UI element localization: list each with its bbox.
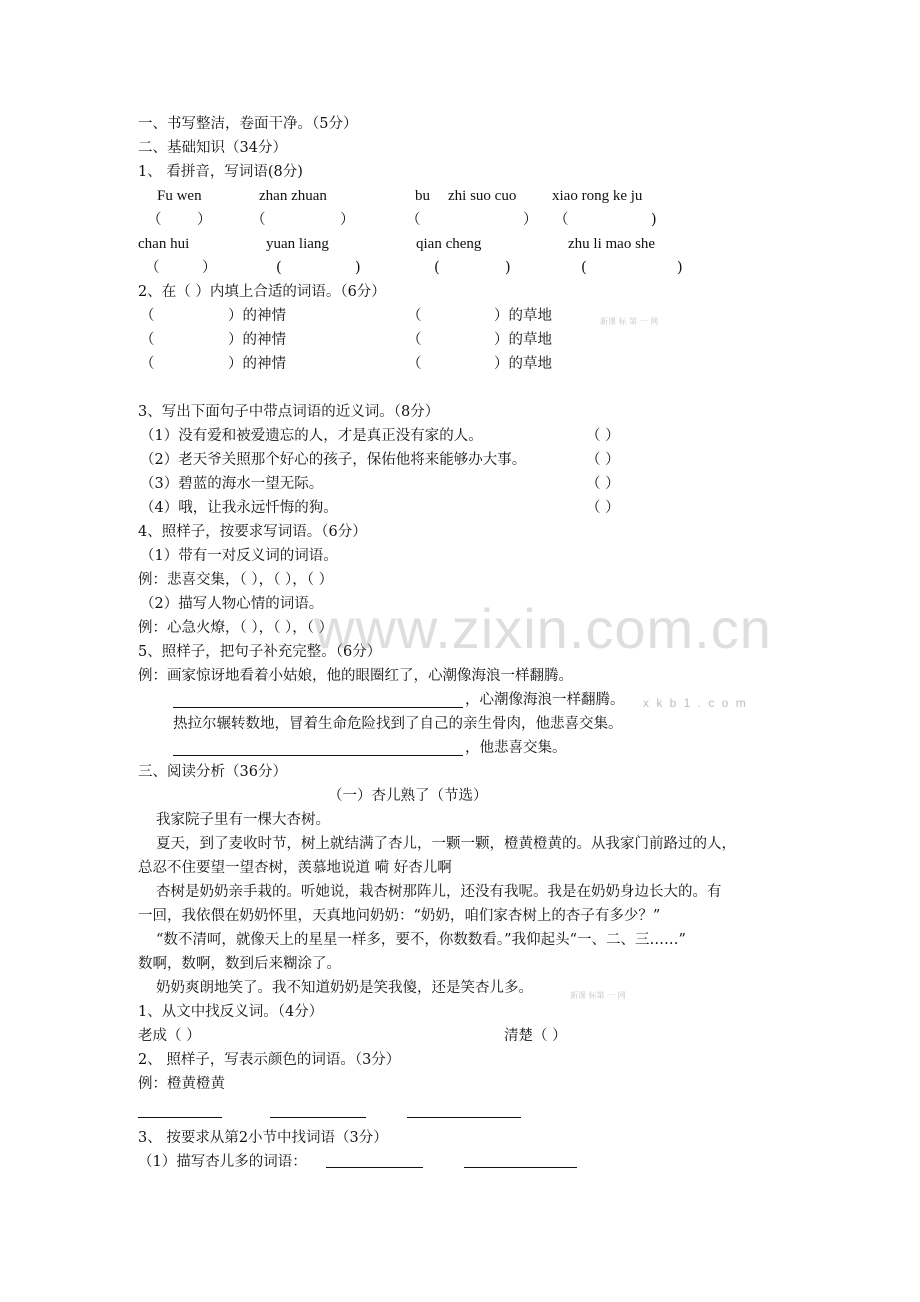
reading-q1-title: 1、从文中找反义词。（4分） — [138, 1004, 324, 1020]
q5-answer-line-1[interactable] — [173, 707, 463, 708]
pinyin-zhanzhuan: zhan zhuan — [259, 188, 327, 204]
q4-sub-1: （1）带有一对反义词的词语。 — [140, 548, 338, 564]
q4-title: 4、照样子，按要求写词语。（6分） — [138, 524, 367, 540]
passage-paragraph-3: 杏树是奶奶亲手栽的。听她说，栽杏树那阵儿，还没有我呢。我是在奶奶身边长大的。有 — [156, 884, 722, 900]
answer-paren-open: （ — [147, 212, 162, 228]
q3-item-1: （1）没有爱和被爱遗忘的人，才是真正没有家的人。 — [140, 428, 483, 444]
passage-paragraph-3-cont: 一回，我依偎在奶奶怀里，天真地问奶奶：“奶奶，咱们家杏树上的杏子有多少？” — [138, 908, 661, 924]
q2-left-open: （ — [140, 308, 155, 324]
q2-right-suffix: ）的草地 — [494, 308, 552, 324]
q3-answer-1: （ ） — [586, 428, 620, 444]
reading-q2-example: 例：橙黄橙黄 — [138, 1076, 225, 1092]
q4-sub-2: （2）描写人物心情的词语。 — [140, 596, 324, 612]
pinyin-xiaorongkeju: xiao rong ke ju — [552, 188, 643, 204]
q2-right-open: （ — [407, 308, 422, 324]
watermark-tiny-1: 新课 标 第 一 网 — [600, 317, 659, 326]
answer-paren-close: ） — [340, 212, 355, 228]
reading-q2-answer-3[interactable] — [407, 1117, 521, 1118]
q2-left-suffix: ）的神情 — [228, 308, 286, 324]
passage-paragraph-2: 夏天，到了麦收时节，树上就结满了杏儿，一颗一颗，橙黄橙黄的。从我家门前路过的人， — [156, 836, 736, 852]
answer-paren-close: ） — [197, 212, 212, 228]
passage-paragraph-4: “数不清呵，就像天上的星星一样多，要不，你数数看。”我仰起头“一、二、三……” — [156, 932, 686, 948]
answer-paren-open-half: ( — [434, 260, 440, 276]
q2-right-suffix: ）的草地 — [494, 356, 552, 372]
q1-title: 1、 看拼音，写词语(8分) — [138, 164, 303, 180]
passage-title: （一）杏儿熟了（节选） — [328, 788, 488, 804]
q2-right-suffix: ）的草地 — [494, 332, 552, 348]
section-3-title: 三、阅读分析（36分） — [138, 764, 287, 780]
passage-paragraph-5: 奶奶爽朗地笑了。我不知道奶奶是笑我傻，还是笑杏儿多。 — [156, 980, 533, 996]
answer-paren-open: （ — [251, 212, 266, 228]
q3-item-3: （3）碧蓝的海水一望无际。 — [140, 476, 324, 492]
reading-q2-answer-2[interactable] — [270, 1117, 366, 1118]
reading-q3-answer-1[interactable] — [326, 1167, 423, 1168]
pinyin-zhulimaoshe: zhu li mao she — [568, 236, 656, 252]
q2-right-open: （ — [407, 332, 422, 348]
pinyin-zhisuocuo: zhi suo cuo — [448, 188, 517, 204]
pinyin-chanhui: chan hui — [138, 236, 190, 252]
q3-answer-2: （ ） — [586, 452, 620, 468]
q2-left-open: （ — [140, 356, 155, 372]
q3-title: 3、写出下面句子中带点词语的近义词。（8分） — [138, 404, 440, 420]
pinyin-fuwen: Fu wen — [157, 188, 202, 204]
watermark-zixin: www.zixin.com.cn — [314, 597, 772, 660]
answer-paren-open-half: ( — [581, 260, 587, 276]
answer-paren-close-half: ) — [505, 260, 511, 276]
watermark-tiny-2: 新课 标第 一 网 — [570, 991, 626, 1000]
q4-example-2: 例：心急火燎，（ ），（ ），（ ） — [138, 620, 334, 636]
answer-paren-close-half: ) — [355, 260, 361, 276]
passage-paragraph-4-cont: 数啊，数啊，数到后来糊涂了。 — [138, 956, 341, 972]
q5-line-2-tail: ，他悲喜交集。 — [465, 740, 567, 756]
reading-q3-sub-1: （1）描写杏儿多的词语： — [138, 1154, 307, 1170]
reading-q3-title: 3、 按要求从第2小节中找词语（3分） — [138, 1130, 388, 1146]
q5-answer-line-2[interactable] — [173, 755, 463, 756]
q5-line-1-tail: ，心潮像海浪一样翻腾。 — [465, 692, 625, 708]
reading-q2-answer-1[interactable] — [138, 1117, 222, 1118]
q2-left-open: （ — [140, 332, 155, 348]
pinyin-yuanliang: yuan liang — [266, 236, 329, 252]
answer-paren-open: （ — [406, 212, 421, 228]
q2-left-suffix: ）的神情 — [228, 332, 286, 348]
passage-paragraph-1: 我家院子里有一棵大杏树。 — [156, 812, 330, 828]
pinyin-bu: bu — [415, 188, 430, 204]
answer-paren-close: ） — [202, 260, 217, 276]
answer-paren-close-half: ) — [677, 260, 683, 276]
reading-q1-left: 老成（ ） — [138, 1028, 201, 1044]
q2-title: 2、在（ ）内填上合适的词语。（6分） — [138, 284, 386, 300]
reading-q3-answer-2[interactable] — [464, 1167, 577, 1168]
answer-paren-close-half: ) — [651, 212, 657, 228]
watermark-xkb1: x k b 1 . c o m — [643, 696, 748, 710]
q4-example-1: 例：悲喜交集，（ ），（ ），（ ） — [138, 572, 334, 588]
answer-paren-open: （ — [145, 260, 160, 276]
q3-answer-4: （ ） — [586, 500, 620, 516]
section-1-title: 一、书写整洁，卷面干净。（5分） — [138, 116, 358, 132]
section-2-title: 二、基础知识（34分） — [138, 140, 287, 156]
answer-paren-close: ） — [523, 212, 538, 228]
pinyin-qiancheng: qian cheng — [416, 236, 482, 252]
reading-q2-title: 2、 照样子，写表示颜色的词语。（3分） — [138, 1052, 401, 1068]
answer-paren-open: （ — [554, 212, 569, 228]
q2-left-suffix: ）的神情 — [228, 356, 286, 372]
answer-paren-open-half: ( — [276, 260, 282, 276]
q5-sentence-2: 热拉尔辗转数地，冒着生命危险找到了自己的亲生骨肉，他悲喜交集。 — [173, 716, 623, 732]
q5-example: 例：画家惊讶地看着小姑娘，他的眼圈红了，心潮像海浪一样翻腾。 — [138, 668, 573, 684]
reading-q1-right: 清楚（ ） — [504, 1028, 567, 1044]
q3-item-2: （2）老天爷关照那个好心的孩子，保佑他将来能够办大事。 — [140, 452, 527, 468]
q3-item-4: （4）哦，让我永远忏悔的狗。 — [140, 500, 338, 516]
q3-answer-3: （ ） — [586, 476, 620, 492]
q5-title: 5、照样子，把句子补充完整。（6分） — [138, 644, 382, 660]
q2-right-open: （ — [407, 356, 422, 372]
passage-paragraph-2-cont: 总忍不住要望一望杏树，羡慕地说道 嗬 好杏儿啊 — [138, 860, 452, 876]
